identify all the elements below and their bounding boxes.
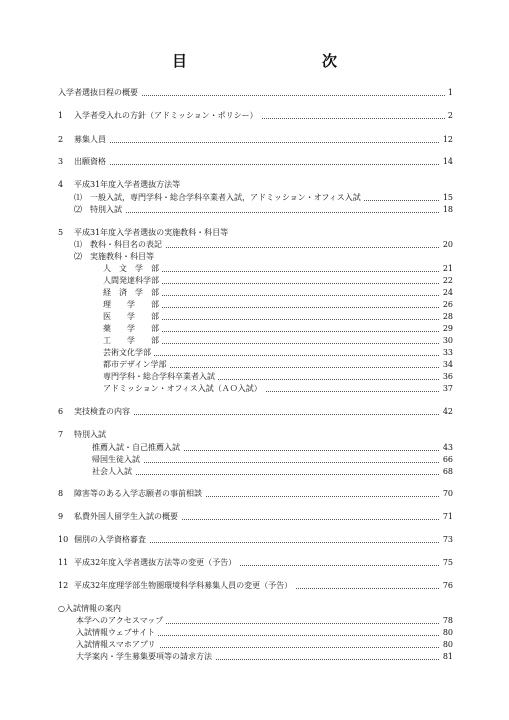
toc-entry-page: 29: [440, 324, 453, 334]
toc-entry-number: 8: [58, 489, 64, 498]
toc-entry: [0, 111, 509, 121]
toc-entry-page: 76: [440, 581, 453, 591]
toc-entry-label: 専門学科・総合学科卒業者入試: [103, 372, 218, 382]
toc-entry-label: 理 学 部: [103, 300, 162, 310]
toc-entry: [0, 535, 509, 545]
toc-entry-page: 21: [440, 264, 453, 274]
toc-entry: [0, 652, 509, 662]
leader-dots: [96, 452, 447, 463]
toc-entry: [0, 430, 509, 440]
leader-dots: [96, 464, 447, 475]
toc-entry-label: 大学案内・学生募集要項等の請求方法: [76, 652, 215, 662]
toc-entry-label: 芸術文化学部: [103, 348, 154, 358]
toc-entry-label: 出願資格: [74, 157, 109, 167]
toc-entry-number: ⑵: [74, 252, 82, 261]
toc-entry: [0, 157, 509, 167]
toc-entry-page: 26: [440, 300, 453, 310]
toc-entry-page: 43: [440, 443, 453, 453]
toc-entry-label: アドミッション・オフィス入試（ＡＯ入試）: [103, 384, 265, 394]
toc-entry-page: 66: [440, 455, 453, 465]
toc-entry-label: 障害等のある入学志願者の事前相談: [74, 489, 205, 499]
toc-entry-number: ⑴: [74, 240, 82, 249]
toc-entry-number: 7: [58, 430, 64, 439]
toc-entry-label: 入学者選抜日程の概要: [58, 88, 141, 98]
toc-entry: [0, 581, 509, 591]
toc-entry-label: 募集人員: [74, 135, 109, 145]
toc-entry-label: 個別の入学資格審査: [74, 535, 149, 545]
toc-entry-number: 9: [58, 512, 64, 521]
toc-entry-label: 工 学 部: [103, 336, 162, 346]
toc-entry-page: 33: [440, 348, 453, 358]
toc-entry-label: 都市デザイン学部: [103, 360, 169, 370]
toc-entry-number: 4: [58, 180, 64, 189]
toc-entry-page: 68: [440, 467, 453, 477]
toc-entry-label: 私費外国人留学生入試の概要: [74, 512, 181, 522]
toc-entry-label: 入試情報スマホアプリ: [76, 640, 159, 650]
toc-entry-number: 11: [58, 558, 69, 567]
toc-entry: [0, 384, 509, 394]
toc-entry-page: 28: [440, 312, 453, 322]
toc-entry-label: 特別入試: [90, 205, 125, 215]
toc-entry-page: 70: [440, 489, 453, 499]
toc-entry-number: 2: [58, 135, 64, 144]
toc-entry-number: 6: [58, 407, 64, 416]
toc-entry-page: 34: [440, 360, 453, 370]
toc-entry-page: 80: [440, 640, 453, 650]
toc-entry-page: 18: [440, 205, 453, 215]
leader-dots: [78, 132, 447, 143]
toc-entry-label: 人間発達科学部: [103, 276, 162, 286]
toc-entry-page: 71: [440, 512, 453, 522]
toc-entry-label: 実施教科・科目等: [90, 252, 157, 262]
toc-entry-number: ⑵: [74, 205, 82, 214]
toc-entry-page: 42: [440, 407, 453, 417]
toc-entry-label: 入学者受入れの方針（アドミッション・ポリシー）: [74, 111, 261, 121]
toc-entry-label: 平成32年度理学部生物圏環境科学科募集人員の変更（予告）: [74, 581, 295, 591]
toc-entry: [0, 88, 509, 98]
toc-entry-label: 実技検査の内容: [74, 407, 133, 417]
toc-entry: [0, 135, 509, 145]
toc-entry-page: 81: [440, 652, 453, 662]
toc-entry-number: 5: [58, 228, 64, 237]
toc-entry-label: 平成31年度入学者選抜の実施教科・科目等: [74, 228, 231, 238]
toc-entry-label: 本学へのアクセスマップ: [76, 616, 166, 626]
toc-entry: [0, 407, 509, 417]
toc-entry: [0, 467, 509, 477]
toc-entry-page: 12: [440, 135, 453, 145]
toc-entry: [0, 558, 509, 568]
toc-entry-number: 12: [58, 581, 69, 590]
leader-dots: [78, 154, 447, 165]
toc-entry-page: 14: [440, 157, 453, 167]
toc-entry: [0, 240, 509, 250]
toc-entry-page: 2: [445, 111, 453, 121]
toc-entry: [0, 489, 509, 499]
toc-entry-number: 3: [58, 157, 64, 166]
leader-dots: [78, 404, 447, 415]
toc-entry-label: 薬 学 部: [103, 324, 162, 334]
toc-entry-page: 75: [440, 558, 453, 568]
toc-entry-page: 30: [440, 336, 453, 346]
toc-entry-label: 教科・科目名の表記: [90, 240, 165, 250]
toc-entry-page: 22: [440, 276, 453, 286]
toc-entry-label: 社会人入試: [92, 467, 135, 477]
toc-entry-page: 15: [440, 193, 453, 203]
toc-entry-label: 平成32年度入学者選抜方法等の変更（予告）: [74, 558, 239, 568]
toc-entry-page: 1: [445, 88, 453, 98]
toc-entry-label: 特別入試: [74, 430, 109, 440]
toc-entry-page: 73: [440, 535, 453, 545]
toc-entry-label: 帰国生徒入試: [92, 455, 143, 465]
toc-entry: [0, 205, 509, 215]
toc-entry-page: 36: [440, 372, 453, 382]
page-title: 目 次: [171, 52, 397, 70]
toc-entry-label: 推薦入試・自己推薦入試: [92, 443, 183, 453]
toc-entry-page: 37: [440, 384, 453, 394]
toc-entry-label: 平成31年度入学者選抜方法等: [74, 180, 183, 190]
toc-entry: [0, 512, 509, 522]
toc-entry-label: 医 学 部: [103, 312, 162, 322]
toc-entry-page: 78: [440, 616, 453, 626]
toc-entry-number: 1: [58, 111, 64, 120]
toc-entry-label: 一般入試，専門学科・総合学科卒業者入試，アドミッション・オフィス入試: [90, 193, 364, 203]
toc-entry-number: 10: [58, 535, 69, 544]
toc-entry-label: 人 文 学 部: [103, 264, 162, 274]
toc-entry-page: 80: [440, 628, 453, 638]
leader-dots: [107, 345, 447, 356]
leader-dots: [94, 202, 447, 213]
toc-entry-page: 24: [440, 288, 453, 298]
toc-entry-page: 20: [440, 240, 453, 250]
toc-entry-number: ⑴: [74, 193, 82, 202]
toc-entry-label: 経 済 学 部: [103, 288, 162, 298]
toc-entry-label: 入試情報ウェブサイト: [76, 628, 158, 638]
toc-entry-label: ○入試情報の案内: [58, 604, 124, 614]
toc-entry: [0, 180, 509, 190]
